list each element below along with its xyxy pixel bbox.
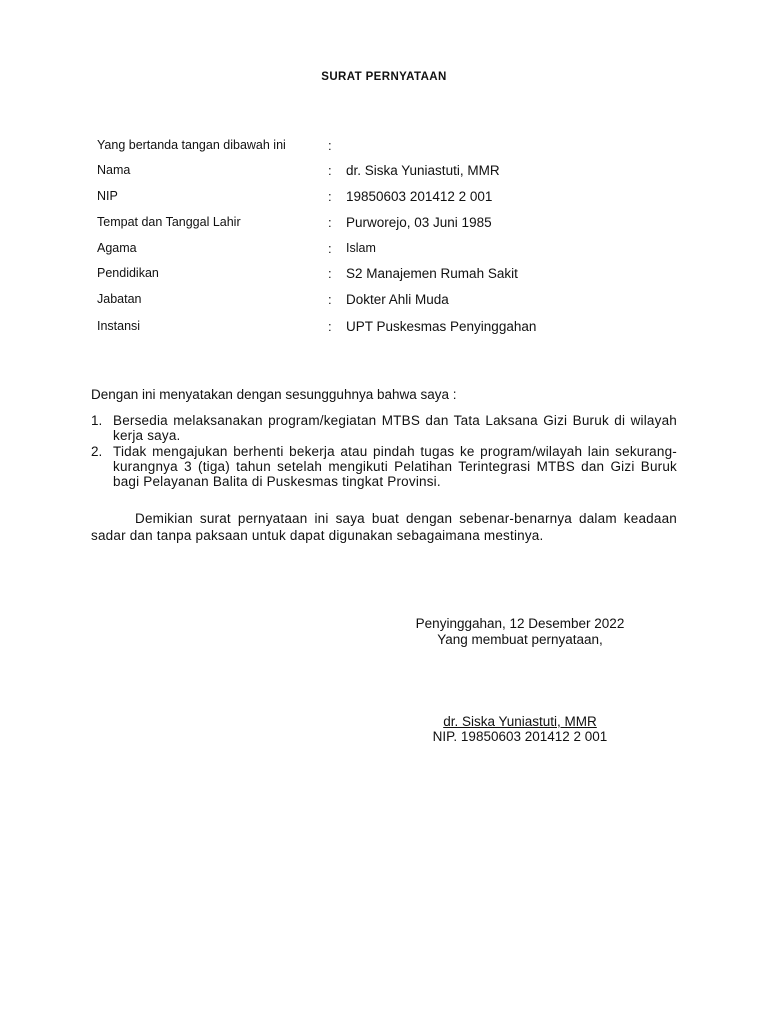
field-row-instansi	[97, 319, 677, 337]
field-row-intro	[97, 138, 677, 156]
field-colon: :	[328, 189, 332, 204]
field-label: NIP	[97, 189, 118, 203]
field-value: 19850603 201412 2 001	[346, 189, 493, 204]
field-colon: :	[328, 163, 332, 178]
field-label: Nama	[97, 163, 131, 177]
field-row-nama	[97, 163, 677, 181]
field-row-nip	[97, 189, 677, 207]
field-label: Jabatan	[97, 292, 142, 306]
field-value: Purworejo, 03 Juni 1985	[346, 215, 492, 230]
field-label: Pendidikan	[97, 266, 159, 280]
field-colon: :	[328, 292, 332, 307]
field-label: Tempat dan Tanggal Lahir	[97, 215, 241, 229]
list-item-text: Bersedia melaksanakan program/kegiatan MTBS dan Tata Laksana Gizi Buruk di wilayah kerja saya.	[113, 413, 677, 443]
list-item-number: 2.	[91, 444, 103, 459]
list-item	[91, 444, 677, 489]
field-row-agama	[97, 241, 677, 259]
signature-place-date: Penyinggahan, 12 Desember 2022	[415, 616, 625, 631]
list-item	[91, 413, 677, 443]
statement-intro: Dengan ini menyatakan dengan sesungguhnya bahwa saya :	[91, 387, 457, 402]
field-colon: :	[328, 266, 332, 281]
closing-paragraph: Demikian surat pernyataan ini saya buat dengan sebenar-benarnya dalam keadaan sadar dan tanpa paksaan untuk dapat digunakan sebagaimana mestinya.	[91, 511, 677, 543]
field-value: UPT Puskesmas Penyinggahan	[346, 319, 537, 334]
field-value: S2 Manajemen Rumah Sakit	[346, 266, 518, 281]
field-colon: :	[328, 138, 332, 153]
field-label: Yang bertanda tangan dibawah ini	[97, 138, 286, 152]
field-value: Islam	[346, 241, 376, 255]
document-title: SURAT PERNYATAAN	[321, 71, 447, 83]
field-row-pendidikan	[97, 266, 677, 284]
field-colon: :	[328, 241, 332, 256]
signature-role: Yang membuat pernyataan,	[437, 632, 603, 647]
field-value: Dokter Ahli Muda	[346, 292, 449, 307]
field-row-jabatan	[97, 292, 677, 310]
field-row-ttl	[97, 215, 677, 233]
list-item-number: 1.	[91, 413, 103, 428]
field-label: Agama	[97, 241, 137, 255]
field-colon: :	[328, 319, 332, 334]
signature-nip: NIP. 19850603 201412 2 001	[432, 729, 608, 744]
signature-name: dr. Siska Yuniastuti, MMR	[443, 714, 597, 729]
field-value: dr. Siska Yuniastuti, MMR	[346, 163, 500, 178]
field-colon: :	[328, 215, 332, 230]
list-item-text: Tidak mengajukan berhenti bekerja atau pindah tugas ke program/wilayah lain sekurang-kurangnya 3 (tiga) tahun setelah mengikuti Pelatihan Terintegrasi MTBS dan Gizi Buruk bagi Pelayanan Balita di Puskesmas tingkat Provinsi.	[113, 444, 677, 489]
field-label: Instansi	[97, 319, 141, 333]
